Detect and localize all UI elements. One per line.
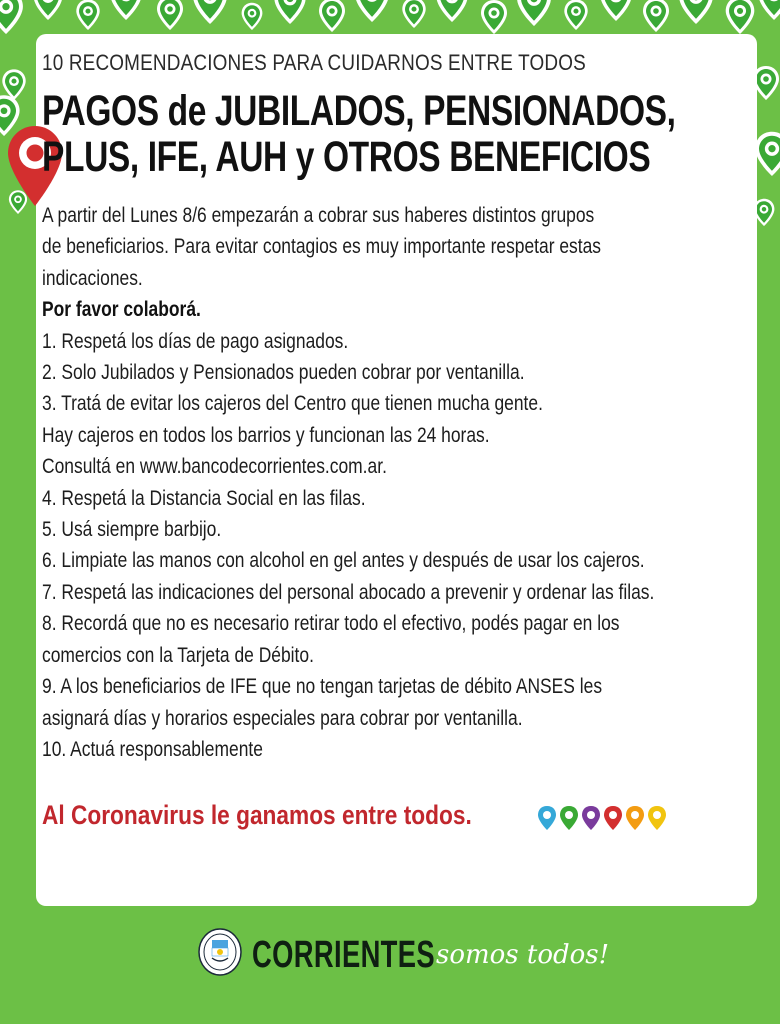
intro-line: indicaciones. (42, 266, 143, 290)
recommendation-item: 5. Usá siempre barbijo. (42, 518, 222, 542)
headline-line-1: PAGOS de JUBILADOS, PENSIONADOS, (42, 87, 676, 135)
call-to-action: Por favor colaborá. (42, 298, 201, 322)
slogan-pin-icon (604, 806, 622, 830)
recommendation-item: comercios con la Tarjeta de Débito. (42, 643, 314, 667)
recommendation-item: 9. A los beneficiarios de IFE que no tengan tarjetas de débito ANSES les (42, 675, 603, 699)
headline-line-2: PLUS, IFE, AUH y OTROS BENEFICIOS (42, 133, 651, 181)
colored-pins-icon (536, 804, 670, 832)
kicker-title: 10 RECOMENDACIONES PARA CUIDARNOS ENTRE TODOS (42, 50, 586, 75)
recommendation-item: Consultá en www.bancodecorrientes.com.ar. (42, 455, 387, 479)
recommendation-item: 6. Limpiate las manos con alcohol en gel antes y después de usar los cajeros. (42, 549, 645, 573)
brand-name: CORRIENTES (252, 934, 435, 976)
recommendation-item: 8. Recordá que no es necesario retirar todo el efectivo, podés pagar en los (42, 612, 620, 636)
brand-tagline: somos todos! (436, 940, 610, 970)
headline (42, 88, 676, 180)
recommendation-item: 4. Respetá la Distancia Social en las filas. (42, 486, 366, 510)
intro-line: de beneficiarios. Para evitar contagios es muy importante respetar estas (42, 235, 602, 259)
provincial-seal-logo (198, 928, 242, 976)
slogan-pin-icon (538, 806, 556, 830)
footer-brand (198, 928, 608, 988)
slogan: Al Coronavirus le ganamos entre todos. (42, 800, 472, 830)
intro-line: A partir del Lunes 8/6 empezarán a cobrar sus haberes distintos grupos (42, 204, 595, 227)
slogan-pin-icon (582, 806, 600, 830)
slogan-pin-icon (648, 806, 666, 830)
recommendation-item: 2. Solo Jubilados y Pensionados pueden cobrar por ventanilla. (42, 361, 525, 385)
slogan-pin-icon (560, 806, 578, 830)
slogan-pin-icon (626, 806, 644, 830)
recommendation-item: 1. Respetá los días de pago asignados. (42, 329, 349, 353)
recommendation-item: Hay cajeros en todos los barrios y funcionan las 24 horas. (42, 423, 490, 447)
recommendation-item: 7. Respetá las indicaciones del personal abocado a prevenir y ordenar las filas. (42, 580, 655, 604)
recommendation-item: 10. Actuá responsablemente (42, 737, 263, 761)
recommendation-item: 3. Tratá de evitar los cajeros del Centro que tienen mucha gente. (42, 392, 543, 416)
recommendation-item: asignará días y horarios especiales para cobrar por ventanilla. (42, 706, 523, 730)
recommendations-text (42, 200, 689, 765)
